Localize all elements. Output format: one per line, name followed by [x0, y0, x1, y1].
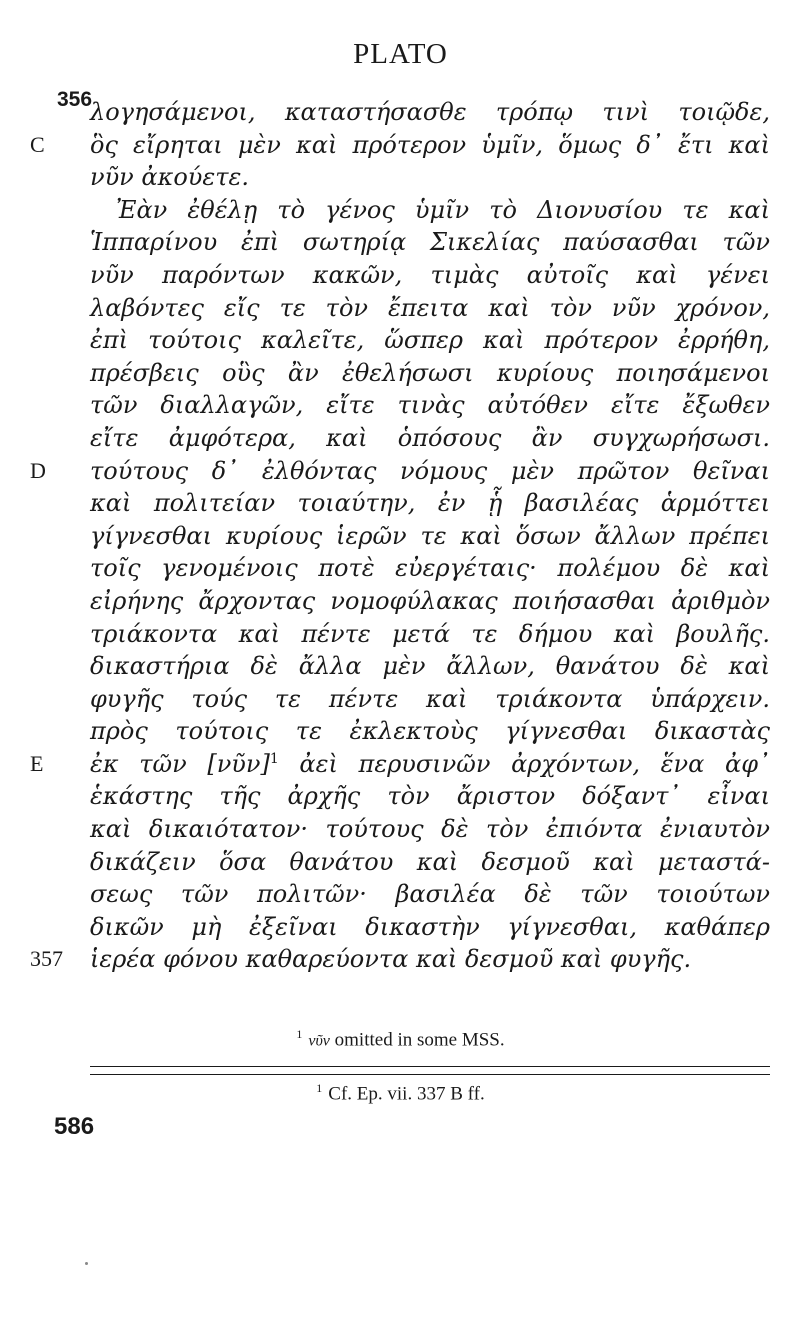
- text-line: [90, 585, 770, 618]
- footnote-text: Cf. Ep. vii. 337 B ff.: [328, 1083, 485, 1105]
- text-footnote: [0, 1027, 801, 1051]
- text-line: [90, 878, 770, 911]
- footnote-divider-bottom: [90, 1074, 770, 1075]
- margin-section-marker: 357: [30, 946, 63, 972]
- line-text: πρὸς τούτοις τε ἐκλεκτοὺς γίγνεσθαι δικαστὰς: [90, 717, 770, 746]
- line-text: τοῖς γενομένοις ποτὲ εὐεργέταις· πολέμου δὲ καὶ: [90, 554, 770, 583]
- running-head: PLATO: [353, 38, 448, 70]
- line-text: νῦν παρόντων κακῶν, τιμὰς αὐτοῖς καὶ γένει: [90, 260, 770, 289]
- text-line: [90, 161, 770, 194]
- line-text: ὃς εἴρηται μὲν καὶ πρότερον ὑμῖν, ὅμως δ᾿ ἔτι καὶ: [90, 130, 770, 159]
- line-text: δικῶν μὴ ἐξεῖναι δικαστὴν γίγνεσθαι, καθάπερ: [90, 912, 770, 941]
- text-line: [90, 389, 770, 422]
- line-text: γίγνεσθαι κυρίους ἱερῶν τε καὶ ὅσων ἄλλων πρέπει: [90, 521, 770, 550]
- text-line: [30, 455, 770, 488]
- text-line: [90, 552, 770, 585]
- footnote-number: 1: [316, 1081, 323, 1095]
- line-text: ἐπὶ τούτοις καλεῖτε, ὥσπερ καὶ πρότερον ἐρρήθη,: [90, 326, 770, 355]
- text-line: [90, 357, 770, 390]
- text-line: [90, 650, 770, 683]
- footnote-marker: 1: [269, 750, 279, 767]
- line-text: Ἐὰν ἐθέλῃ τὸ γένος ὑμῖν τὸ Διονυσίου τε καὶ: [116, 195, 770, 224]
- text-line: [30, 748, 771, 781]
- margin-section-marker: D: [30, 457, 46, 483]
- line-text-before: ἐκ τῶν [νῦν]: [90, 749, 270, 778]
- footnote-divider-top: [90, 1066, 770, 1067]
- footnote-number: 1: [296, 1027, 303, 1041]
- line-text: τῶν διαλλαγῶν, εἴτε τινὰς αὐτόθεν εἴτε ἔξωθεν: [90, 391, 770, 420]
- paper-speck: [85, 1262, 88, 1265]
- text-line: [90, 846, 770, 879]
- line-text: λαβόντες εἴς τε τὸν ἔπειτα καὶ τὸν νῦν χρόνον,: [90, 293, 770, 322]
- text-line: [90, 292, 770, 325]
- line-text: πρέσβεις οὓς ἂν ἐθελήσωσι κυρίους ποιησάμενοι: [90, 358, 770, 387]
- text-line: [90, 422, 770, 455]
- line-text: εἰρήνης ἄρχοντας νομοφύλακας ποιήσασθαι ἀριθμὸν: [90, 586, 770, 615]
- text-line: [90, 520, 770, 553]
- line-text: ἀεὶ περυσινῶν ἀρχόντων, ἕνα ἀφ᾿: [278, 749, 771, 778]
- text-line: [90, 324, 770, 357]
- text-line: [90, 683, 770, 716]
- line-text: λογησάμενοι, καταστήσασθε τρόπῳ τινὶ τοιῷδε,: [90, 98, 770, 126]
- margin-section-marker: C: [30, 131, 45, 157]
- text-line: [30, 129, 770, 162]
- line-text: Ἱππαρίνου ἐπὶ σωτηρίᾳ Σικελίας παύσασθαι τῶν: [90, 228, 770, 257]
- line-text: δικαστήρια δὲ ἄλλα μὲν ἄλλων, θανάτου δὲ καὶ: [90, 652, 770, 681]
- text-line: [90, 618, 770, 651]
- line-text: τούτους δ᾿ ἐλθόντας νόμους μὲν πρῶτον θεῖναι: [90, 456, 770, 485]
- text-line: [90, 96, 770, 129]
- text-line: [90, 194, 770, 227]
- footnote-greek-word: νῦν: [308, 1032, 330, 1050]
- line-text: καὶ πολιτείαν τοιαύτην, ἐν ᾗ βασιλέας ἁρμόττει: [90, 489, 770, 518]
- line-text: τριάκοντα καὶ πέντε μετά τε δήμου καὶ βουλῆς.: [90, 619, 770, 648]
- text-line: [90, 487, 770, 520]
- translation-footnote: [0, 1081, 801, 1105]
- text-line: [90, 911, 770, 944]
- footnote-text: omitted in some MSS.: [329, 1029, 505, 1051]
- line-text: σεως τῶν πολιτῶν· βασιλέα δὲ τῶν τοιούτων: [90, 880, 770, 909]
- line-text: ἱερέα φόνου καθαρεύοντα καὶ δεσμοῦ καὶ φυγῆς.: [90, 945, 692, 974]
- line-text: δικάζειν ὅσα θανάτου καὶ δεσμοῦ καὶ μεταστά-: [90, 847, 770, 876]
- margin-section-marker: E: [30, 750, 44, 776]
- text-line: [90, 715, 770, 748]
- text-line: [90, 813, 770, 846]
- page-reference-356: 356: [57, 88, 93, 111]
- text-line: [90, 226, 770, 259]
- line-text: καὶ δικαιότατον· τούτους δὲ τὸν ἐπιόντα ἐνιαυτὸν: [90, 815, 770, 844]
- line-text: ἑκάστης τῆς ἀρχῆς τὸν ἄριστον δόξαντ᾿ εἶναι: [90, 782, 770, 811]
- page-number: 586: [54, 1113, 95, 1140]
- line-text: νῦν ἀκούετε.: [90, 163, 250, 192]
- line-text: φυγῆς τούς τε πέντε καὶ τριάκοντα ὑπάρχειν.: [90, 684, 770, 713]
- text-line: [90, 259, 770, 292]
- text-line: [90, 780, 770, 813]
- text-line: [30, 943, 770, 976]
- line-text: εἴτε ἀμφότερα, καὶ ὁπόσους ἂν συγχωρήσωσι.: [90, 423, 770, 452]
